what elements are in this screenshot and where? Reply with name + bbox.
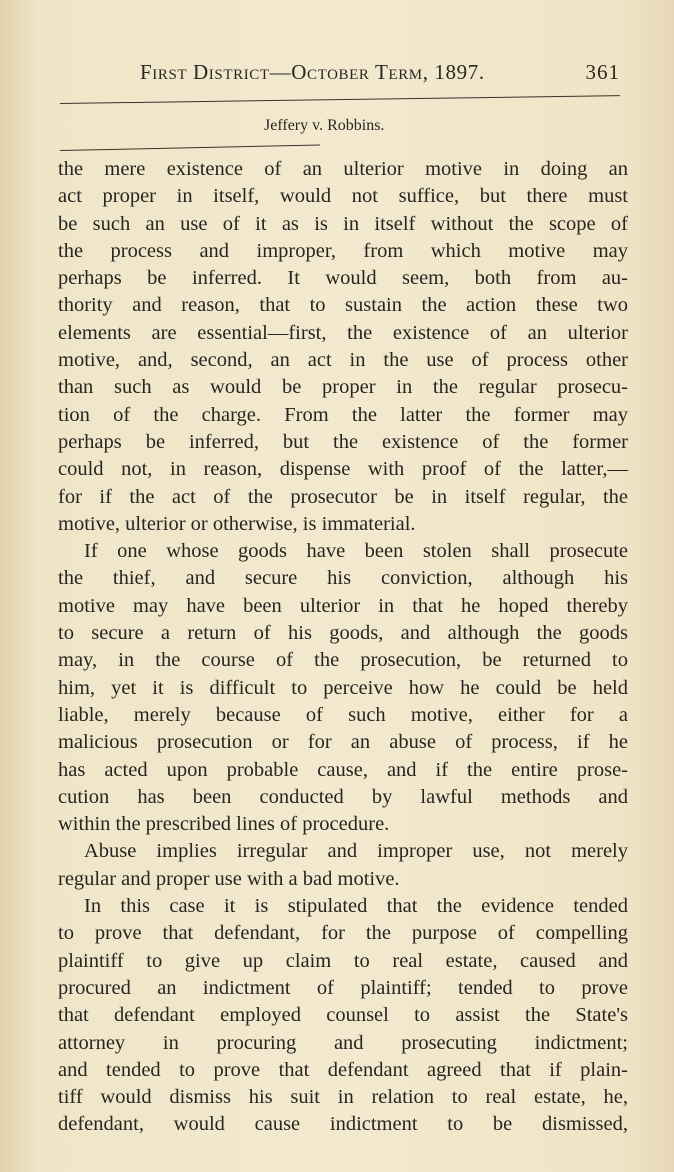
paragraph-start-line: In this case it is stipulated that the evidence tended: [84, 895, 628, 918]
text-line: the thief, and secure his conviction, although his: [58, 567, 628, 590]
text-line: attorney in procuring and prosecuting indictment;: [58, 1031, 628, 1054]
text-line: malicious prosecution or for an abuse of process, if he: [58, 731, 628, 754]
page-number: 361: [585, 60, 620, 84]
text-line: defendant, would cause indictment to be dismissed,: [58, 1113, 628, 1136]
text-line: him, yet it is difficult to perceive how he could be held: [58, 676, 628, 699]
text-line: tiff would dismiss his suit in relation to real estate, he,: [58, 1086, 628, 1109]
case-name-rule: [60, 145, 320, 151]
text-line: may, in the course of the prosecution, be returned to: [58, 649, 628, 672]
text-line: and tended to prove that defendant agreed that if plain-: [58, 1058, 628, 1081]
text-line: motive, and, second, an act in the use of process other: [58, 349, 628, 372]
text-line: perhaps be inferred, but the existence of the former: [58, 430, 628, 453]
running-head: [140, 60, 630, 90]
case-name: Jeffery v. Robbins.: [264, 117, 385, 134]
text-line: to secure a return of his goods, and although the goods: [58, 622, 628, 645]
paragraph-end-line: regular and proper use with a bad motive.: [58, 867, 400, 890]
text-line: plaintiff to give up claim to real estate, caused and: [58, 949, 628, 972]
text-line: to prove that defendant, for the purpose of compelling: [58, 922, 628, 945]
header-rule: [60, 95, 620, 104]
text-line: elements are essential—first, the existence of an ulterior: [58, 321, 628, 344]
paragraph-start-line: If one whose goods have been stolen shall prosecute: [84, 540, 628, 563]
text-line: act proper in itself, would not suffice, but there must: [58, 185, 628, 208]
text-line: the process and improper, from which motive may: [58, 239, 628, 262]
text-line: could not, in reason, dispense with proof of the latter,—: [58, 458, 628, 481]
paragraph-end-line: within the prescribed lines of procedure.: [58, 813, 390, 836]
text-line: the mere existence of an ulterior motive in doing an: [58, 158, 628, 180]
text-line: than such as would be proper in the regular prosecu-: [58, 376, 628, 399]
text-line: cution has been conducted by lawful methods and: [58, 785, 628, 808]
text-line: be such an use of it as is in itself without the scope of: [58, 212, 628, 235]
body-text: [58, 156, 628, 1139]
paragraph-end-line: motive, ulterior or otherwise, is immaterial.: [58, 512, 416, 535]
running-title: First District—October Term, 1897.: [140, 60, 485, 84]
text-line: motive may have been ulterior in that he hoped thereby: [58, 594, 628, 617]
text-line: tion of the charge. From the latter the former may: [58, 403, 628, 426]
text-line: liable, merely because of such motive, either for a: [58, 703, 628, 726]
text-line: perhaps be inferred. It would seem, both from au-: [58, 267, 628, 290]
text-line: for if the act of the prosecutor be in itself regular, the: [58, 485, 628, 508]
paragraph-start-line: Abuse implies irregular and improper use, not merely: [84, 840, 628, 863]
text-line: that defendant employed counsel to assist the State's: [58, 1004, 628, 1027]
text-line: procured an indictment of plaintiff; tended to prove: [58, 976, 628, 999]
text-line: has acted upon probable cause, and if the entire prose-: [58, 758, 628, 781]
text-line: thority and reason, that to sustain the action these two: [58, 294, 628, 317]
